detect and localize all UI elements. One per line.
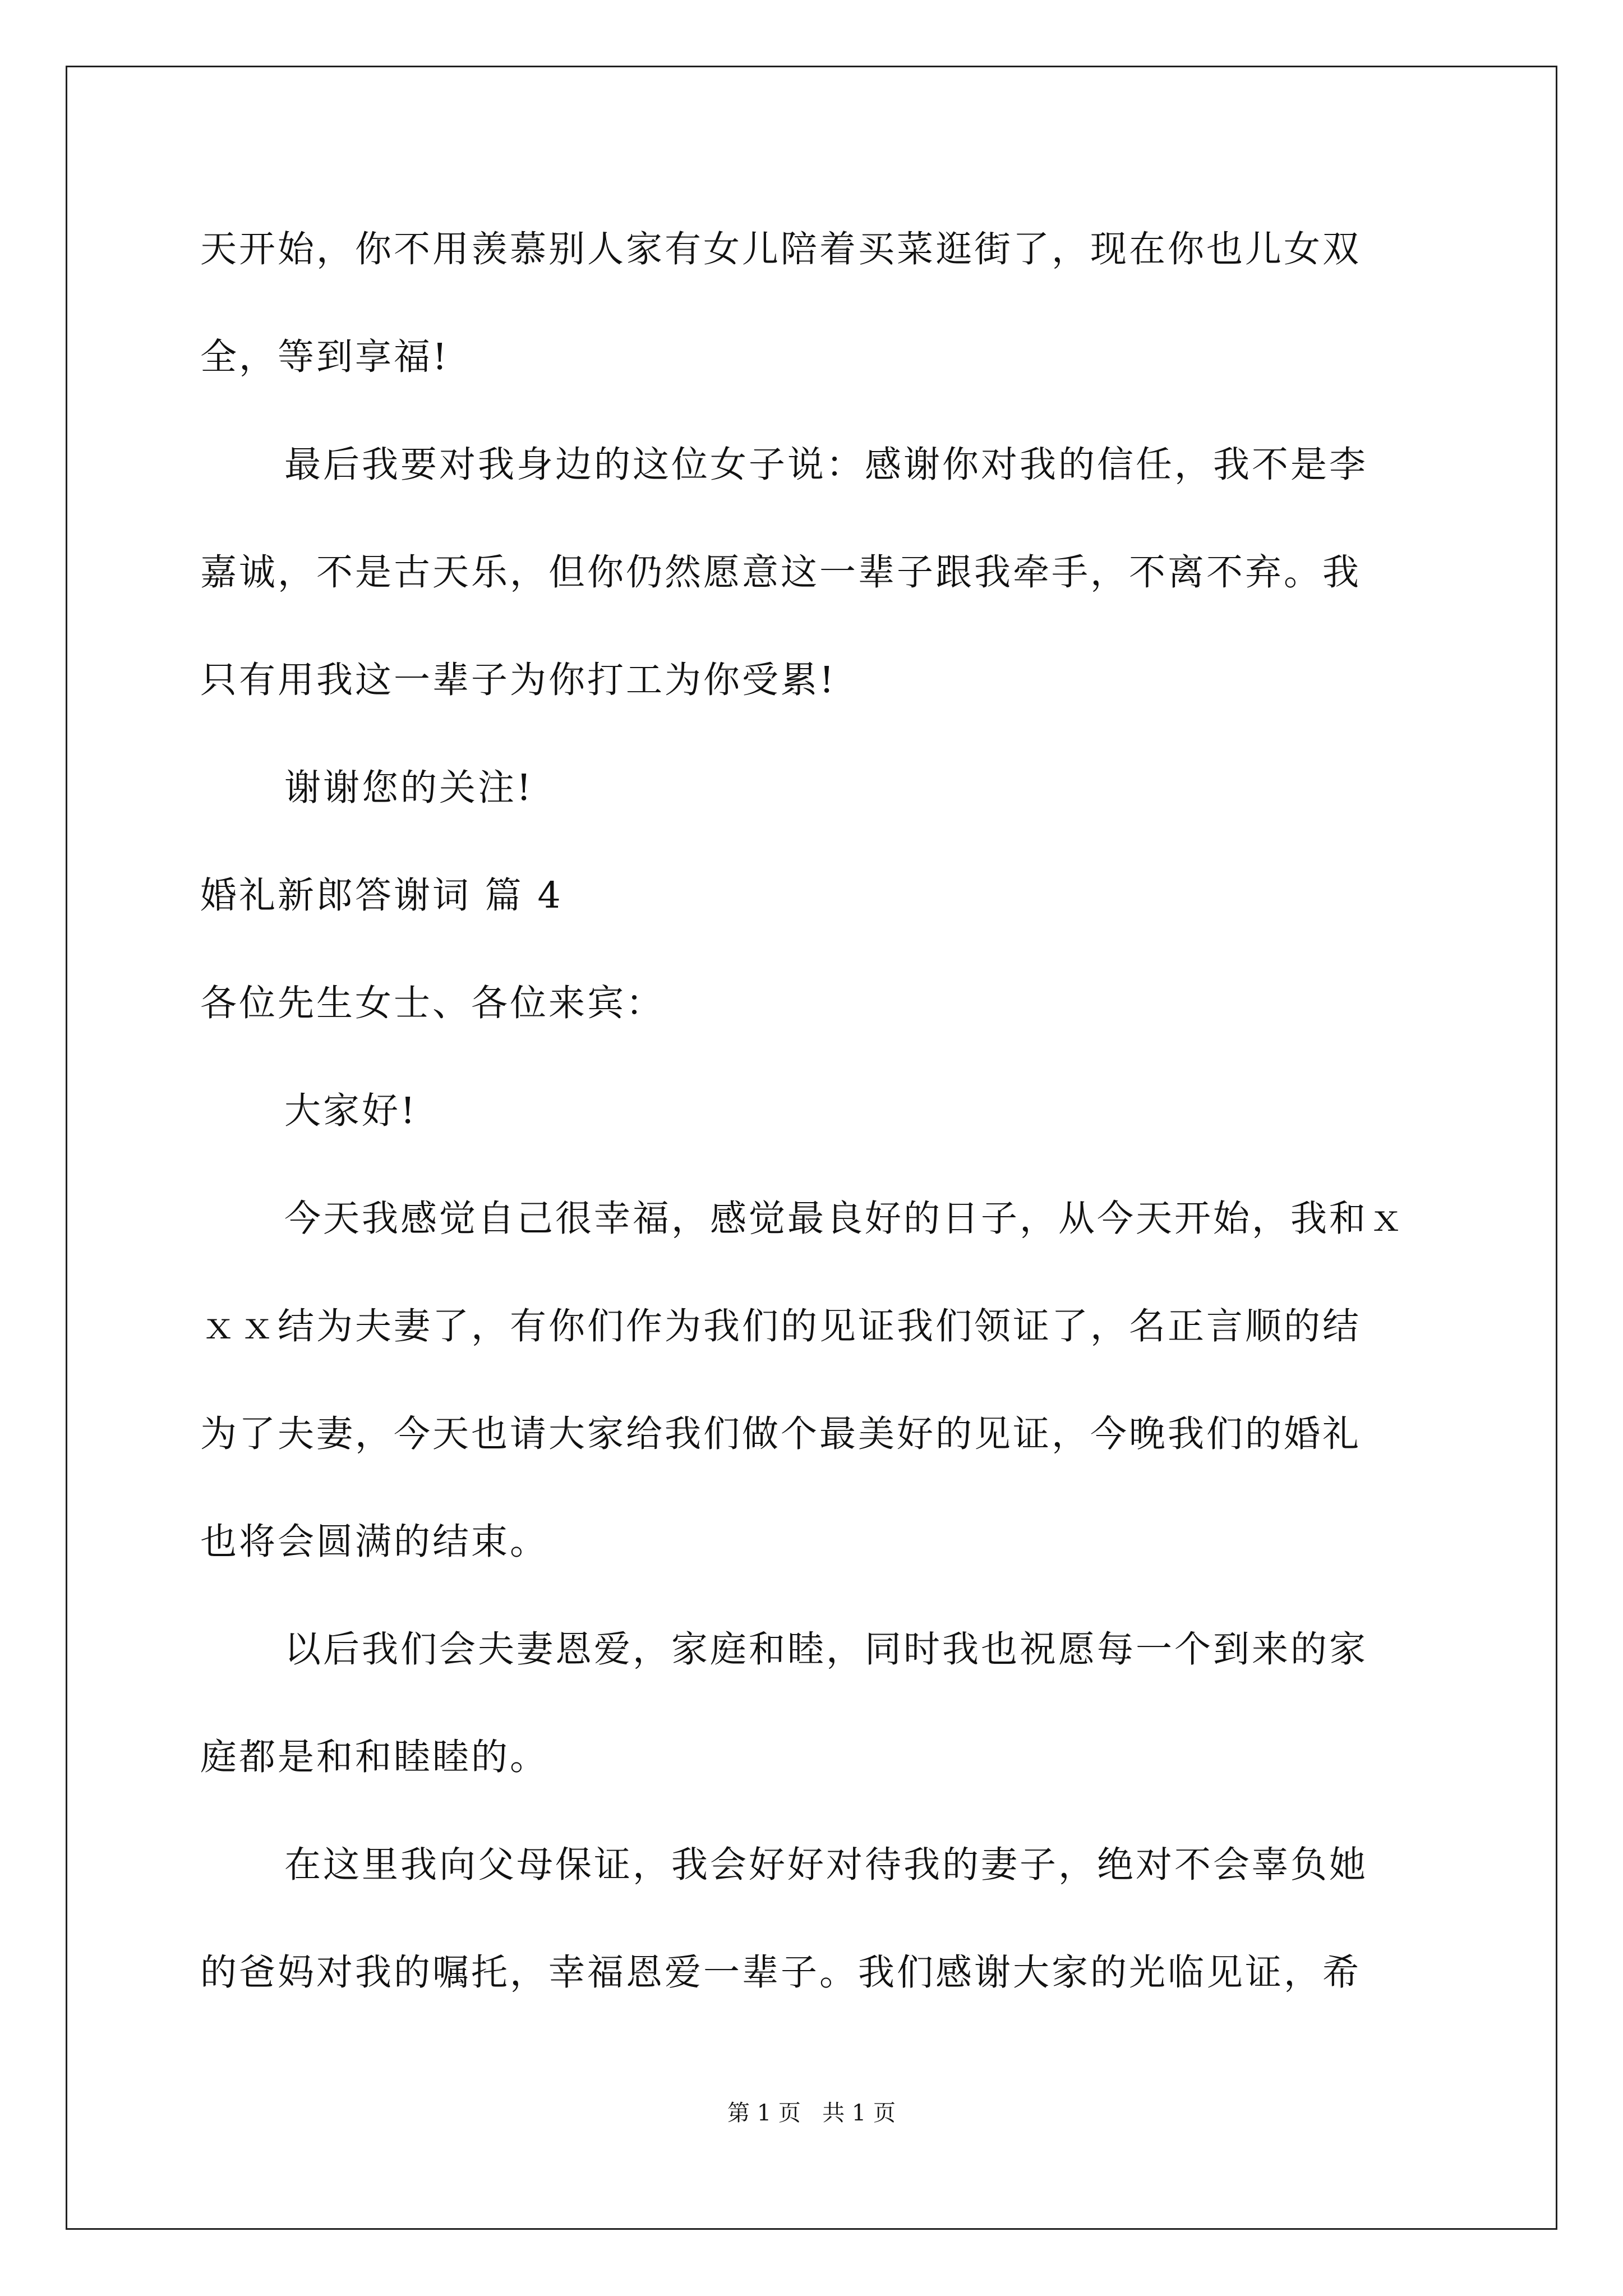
paragraph-line: 为了夫妻，今天也请大家给我们做个最美好的见证，今晚我们的婚礼 bbox=[200, 1413, 1362, 1455]
paragraph-line: 庭都是和和睦睦的。 bbox=[200, 1736, 549, 1778]
page-number-footer: 第 1 页 共 1 页 bbox=[727, 2100, 896, 2126]
paragraph-line: 今天我感觉自己很幸福，感觉最良好的日子，从今天开始，我和ｘ bbox=[284, 1198, 1407, 1240]
paragraph-line: 天开始，你不用羡慕别人家有女儿陪着买菜逛街了，现在你也儿女双 bbox=[200, 228, 1362, 270]
paragraph-line: 以后我们会夫妻恩爱，家庭和睦，同时我也祝愿每一个到来的家 bbox=[284, 1628, 1368, 1671]
greeting-line: 大家好! bbox=[284, 1090, 418, 1132]
paragraph-line: 在这里我向父母保证，我会好好对待我的妻子，绝对不会辜负她 bbox=[284, 1844, 1368, 1886]
paragraph-line: 嘉诚，不是古天乐，但你仍然愿意这一辈子跟我牵手，不离不弃。我 bbox=[200, 551, 1362, 593]
paragraph-line: 全，等到享福! bbox=[200, 336, 450, 378]
paragraph-line: 只有用我这一辈子为你打工为你受累! bbox=[200, 659, 837, 701]
paragraph-line: 也将会圆满的结束。 bbox=[200, 1521, 549, 1563]
paragraph-line: 最后我要对我身边的这位女子说：感谢你对我的信任，我不是李 bbox=[284, 444, 1368, 486]
page-border bbox=[66, 66, 1557, 2230]
salutation-line: 各位先生女士、各位来宾： bbox=[200, 982, 665, 1024]
section-heading: 婚礼新郎答谢词 篇 4 bbox=[200, 875, 563, 917]
paragraph-line: 谢谢您的关注! bbox=[284, 767, 534, 809]
paragraph-line: 的爸妈对我的嘱托，幸福恩爱一辈子。我们感谢大家的光临见证，希 bbox=[200, 1952, 1362, 1994]
paragraph-line: ｘｘ结为夫妻了，有你们作为我们的见证我们领证了，名正言顺的结 bbox=[200, 1305, 1362, 1347]
